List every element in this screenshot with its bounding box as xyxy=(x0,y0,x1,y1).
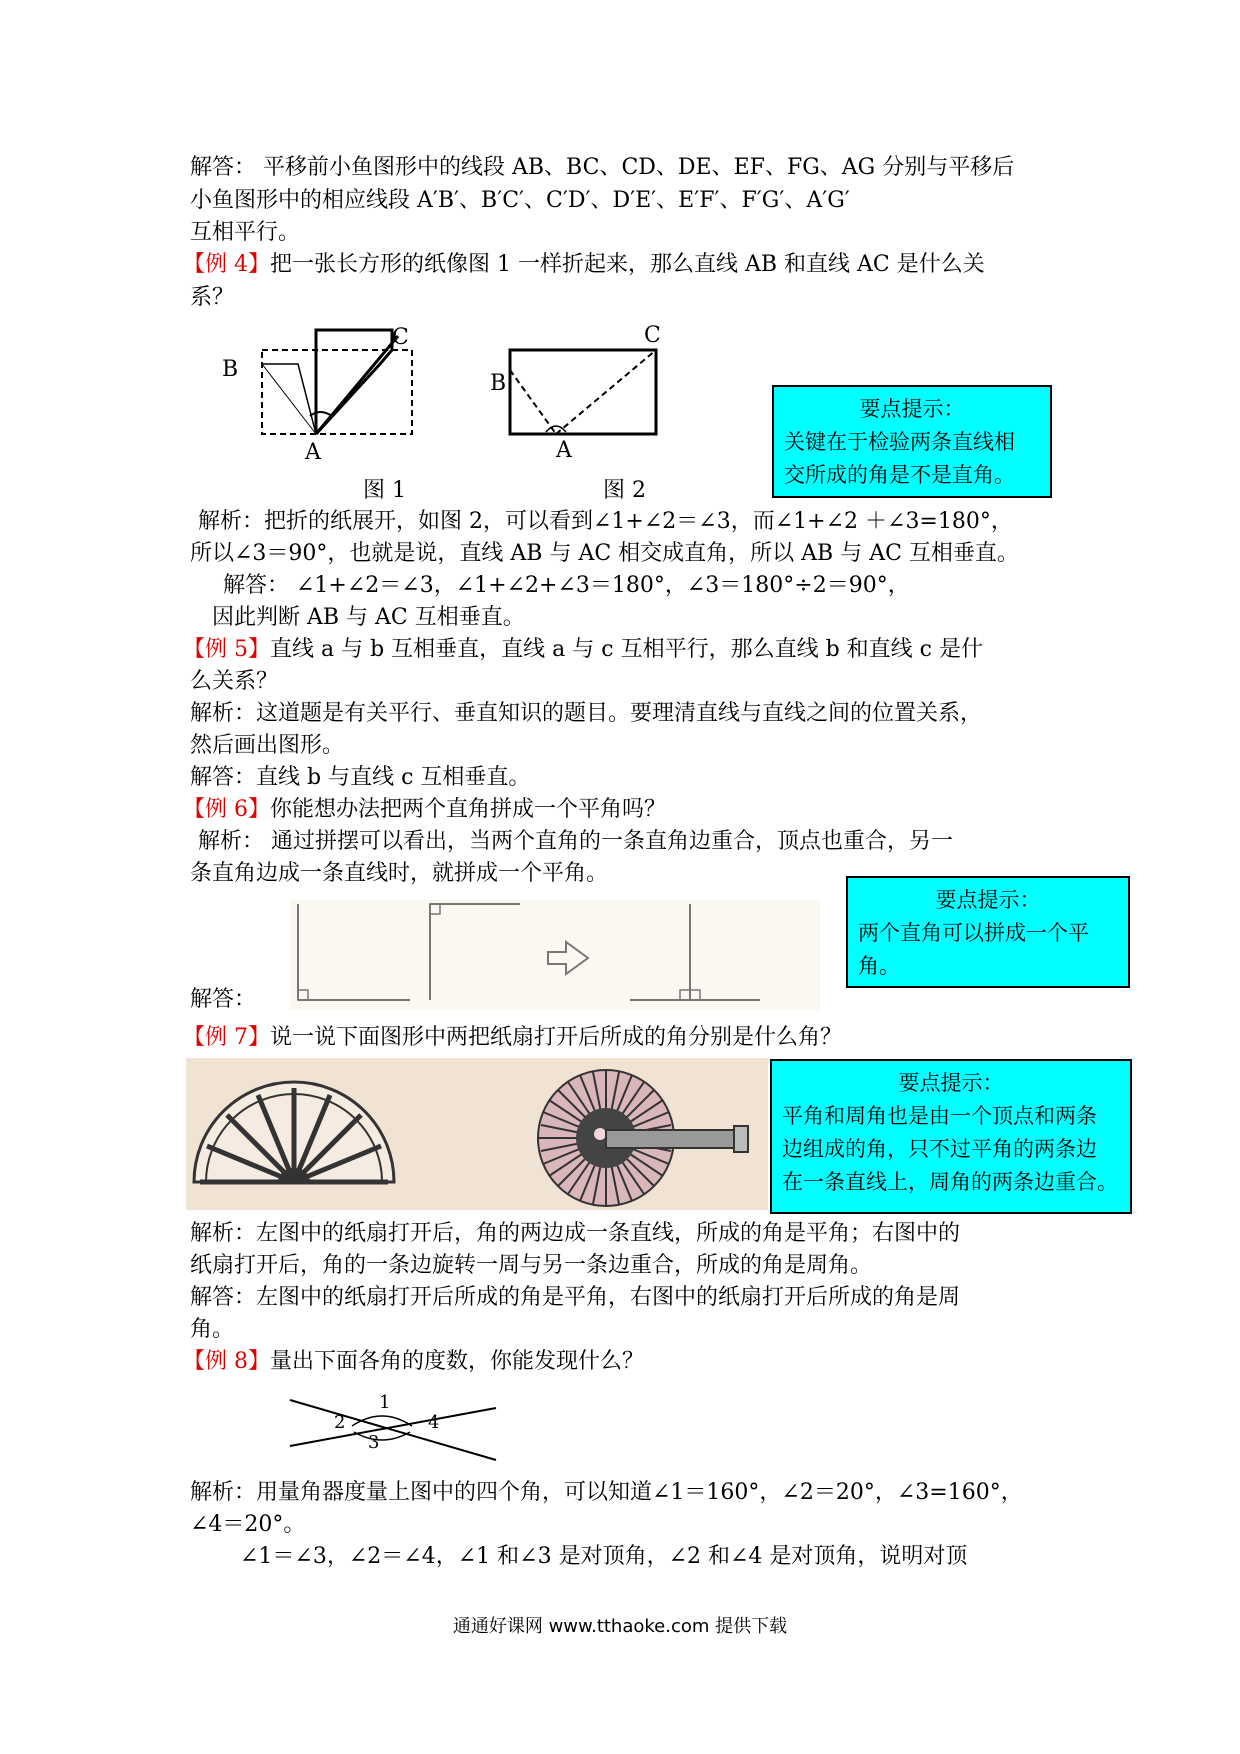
angle-label-2: 2 xyxy=(334,1412,346,1433)
example-4-analysis-cont: 所以∠3＝90°，也就是说，直线 AB 与 AC 相交成直角，所以 AB 与 AC 互相垂直。 xyxy=(190,541,1019,566)
example-8-question xyxy=(183,1346,644,1378)
example-8-analysis: 解析：用量角器度量上图中的四个角，可以知道∠1＝160°，∠2＝20°，∠3=160°， xyxy=(190,1480,1023,1505)
example-8-analysis-cont: ∠1＝∠3，∠2＝∠4，∠1 和∠3 是对顶角，∠2 和∠4 是对顶角，说明对顶 xyxy=(240,1544,968,1569)
example-4-question xyxy=(183,249,985,281)
paper-fans-figure xyxy=(186,1058,768,1210)
example-6-question xyxy=(183,794,666,826)
example-5-answer: 解答：直线 b 与直线 c 互相垂直。 xyxy=(190,765,531,790)
tip-box-text: 平角和周角也是由一个顶点和两条 xyxy=(782,1104,1097,1128)
tip-box-title: 要点提示： xyxy=(859,397,965,421)
example-8-tag: 【例 8】 xyxy=(183,1349,270,1374)
example-6-tag: 【例 6】 xyxy=(183,797,270,822)
example-4-analysis: 解析：把折的纸展开，如图 2，可以看到∠1+∠2＝∠3，而∠1+∠2 ＋∠3=180°， xyxy=(198,509,1013,534)
example-4-question-cont: 系？ xyxy=(190,285,235,310)
tip-box-2 xyxy=(846,876,1130,988)
fig1-label-c: C xyxy=(392,325,409,350)
tip-box-text: 交所成的角是不是直角。 xyxy=(784,463,1015,487)
answer-line: 互相平行。 xyxy=(190,220,301,245)
figure-1-caption: 图 1 xyxy=(363,478,406,503)
tip-box-1 xyxy=(772,385,1052,498)
example-7-tag: 【例 7】 xyxy=(183,1025,270,1050)
example-5-analysis-cont: 然后画出图形。 xyxy=(190,733,345,758)
example-7-question xyxy=(183,1022,842,1054)
example-7-analysis: 解析：左图中的纸扇打开后，角的两边成一条直线，所成的角是平角；右图中的 xyxy=(190,1221,961,1246)
answer-line: 解答： 平移前小鱼图形中的线段 AB、BC、CD、DE、EF、FG、AG 分别与平移后 xyxy=(190,155,1015,180)
example-5-tag: 【例 5】 xyxy=(183,637,270,662)
tip-box-text: 两个直角可以拼成一个平 xyxy=(858,921,1089,945)
angle-label-3: 3 xyxy=(368,1432,380,1453)
fig2-label-a: A xyxy=(556,438,572,463)
example-5-question xyxy=(183,634,983,666)
figure-2-unfolded-paper xyxy=(508,348,658,438)
tip-box-text: 角。 xyxy=(858,954,900,978)
right-angles-figure xyxy=(290,900,820,1010)
example-6-answer: 解答： xyxy=(190,987,257,1012)
angle-label-1: 1 xyxy=(379,1392,391,1413)
example-6-analysis: 解析： 通过拼摆可以看出，当两个直角的一条直角边重合，顶点也重合，另一 xyxy=(198,829,953,854)
example-7-text: 说一说下面图形中两把纸扇打开后所成的角分别是什么角？ xyxy=(270,1025,843,1050)
answer-line: 小鱼图形中的相应线段 A′B′、B′C′、C′D′、D′E′、E′F′、F′G′、A′G′ xyxy=(190,188,850,213)
example-7-answer: 解答：左图中的纸扇打开后所成的角是平角，右图中的纸扇打开后所成的角是周 xyxy=(190,1285,961,1310)
example-7-answer-cont: 角。 xyxy=(190,1317,235,1342)
example-5-question-cont: 么关系？ xyxy=(190,669,279,694)
example-8-analysis-cont: ∠4＝20°。 xyxy=(190,1512,306,1537)
tip-box-3 xyxy=(770,1059,1132,1214)
tip-box-text: 在一条直线上，周角的两条边重合。 xyxy=(782,1170,1118,1194)
page-footer: 通通好课网 www.tthaoke.com 提供下载 xyxy=(452,1616,788,1637)
example-6-text: 你能想办法把两个直角拼成一个平角吗？ xyxy=(270,797,667,822)
example-4-tag: 【例 4】 xyxy=(183,252,270,277)
example-4-answer-cont: 因此判断 AB 与 AC 互相垂直。 xyxy=(212,605,525,630)
fig2-label-c: C xyxy=(644,323,661,348)
tip-box-title: 要点提示： xyxy=(898,1071,1004,1095)
example-5-analysis: 解析：这道题是有关平行、垂直知识的题目。要理清直线与直线之间的位置关系， xyxy=(190,701,983,726)
example-6-analysis-cont: 条直角边成一条直线时，就拼成一个平角。 xyxy=(190,861,609,886)
vertical-angles-figure xyxy=(288,1386,498,1466)
fig1-label-a: A xyxy=(305,440,321,465)
tip-box-text: 关键在于检验两条直线相 xyxy=(784,430,1015,454)
figure-2-caption: 图 2 xyxy=(603,478,646,503)
fig1-label-b: B xyxy=(222,357,239,382)
example-5-text: 直线 a 与 b 互相垂直，直线 a 与 c 互相平行，那么直线 b 和直线 c 是什 xyxy=(270,637,983,662)
tip-box-text: 边组成的角，只不过平角的两条边 xyxy=(782,1137,1097,1161)
example-8-text: 量出下面各角的度数，你能发现什么？ xyxy=(270,1349,645,1374)
example-4-answer: 解答： ∠1+∠2＝∠3，∠1+∠2+∠3＝180°，∠3＝180°÷2＝90°， xyxy=(223,573,910,598)
tip-box-title: 要点提示： xyxy=(935,888,1041,912)
angle-label-4: 4 xyxy=(428,1412,440,1433)
fig2-label-b: B xyxy=(490,371,507,396)
example-4-text: 把一张长方形的纸像图 1 一样折起来，那么直线 AB 和直线 AC 是什么关 xyxy=(270,252,985,277)
example-7-analysis-cont: 纸扇打开后，角的一条边旋转一周与另一条边重合，所成的角是周角。 xyxy=(190,1253,873,1278)
